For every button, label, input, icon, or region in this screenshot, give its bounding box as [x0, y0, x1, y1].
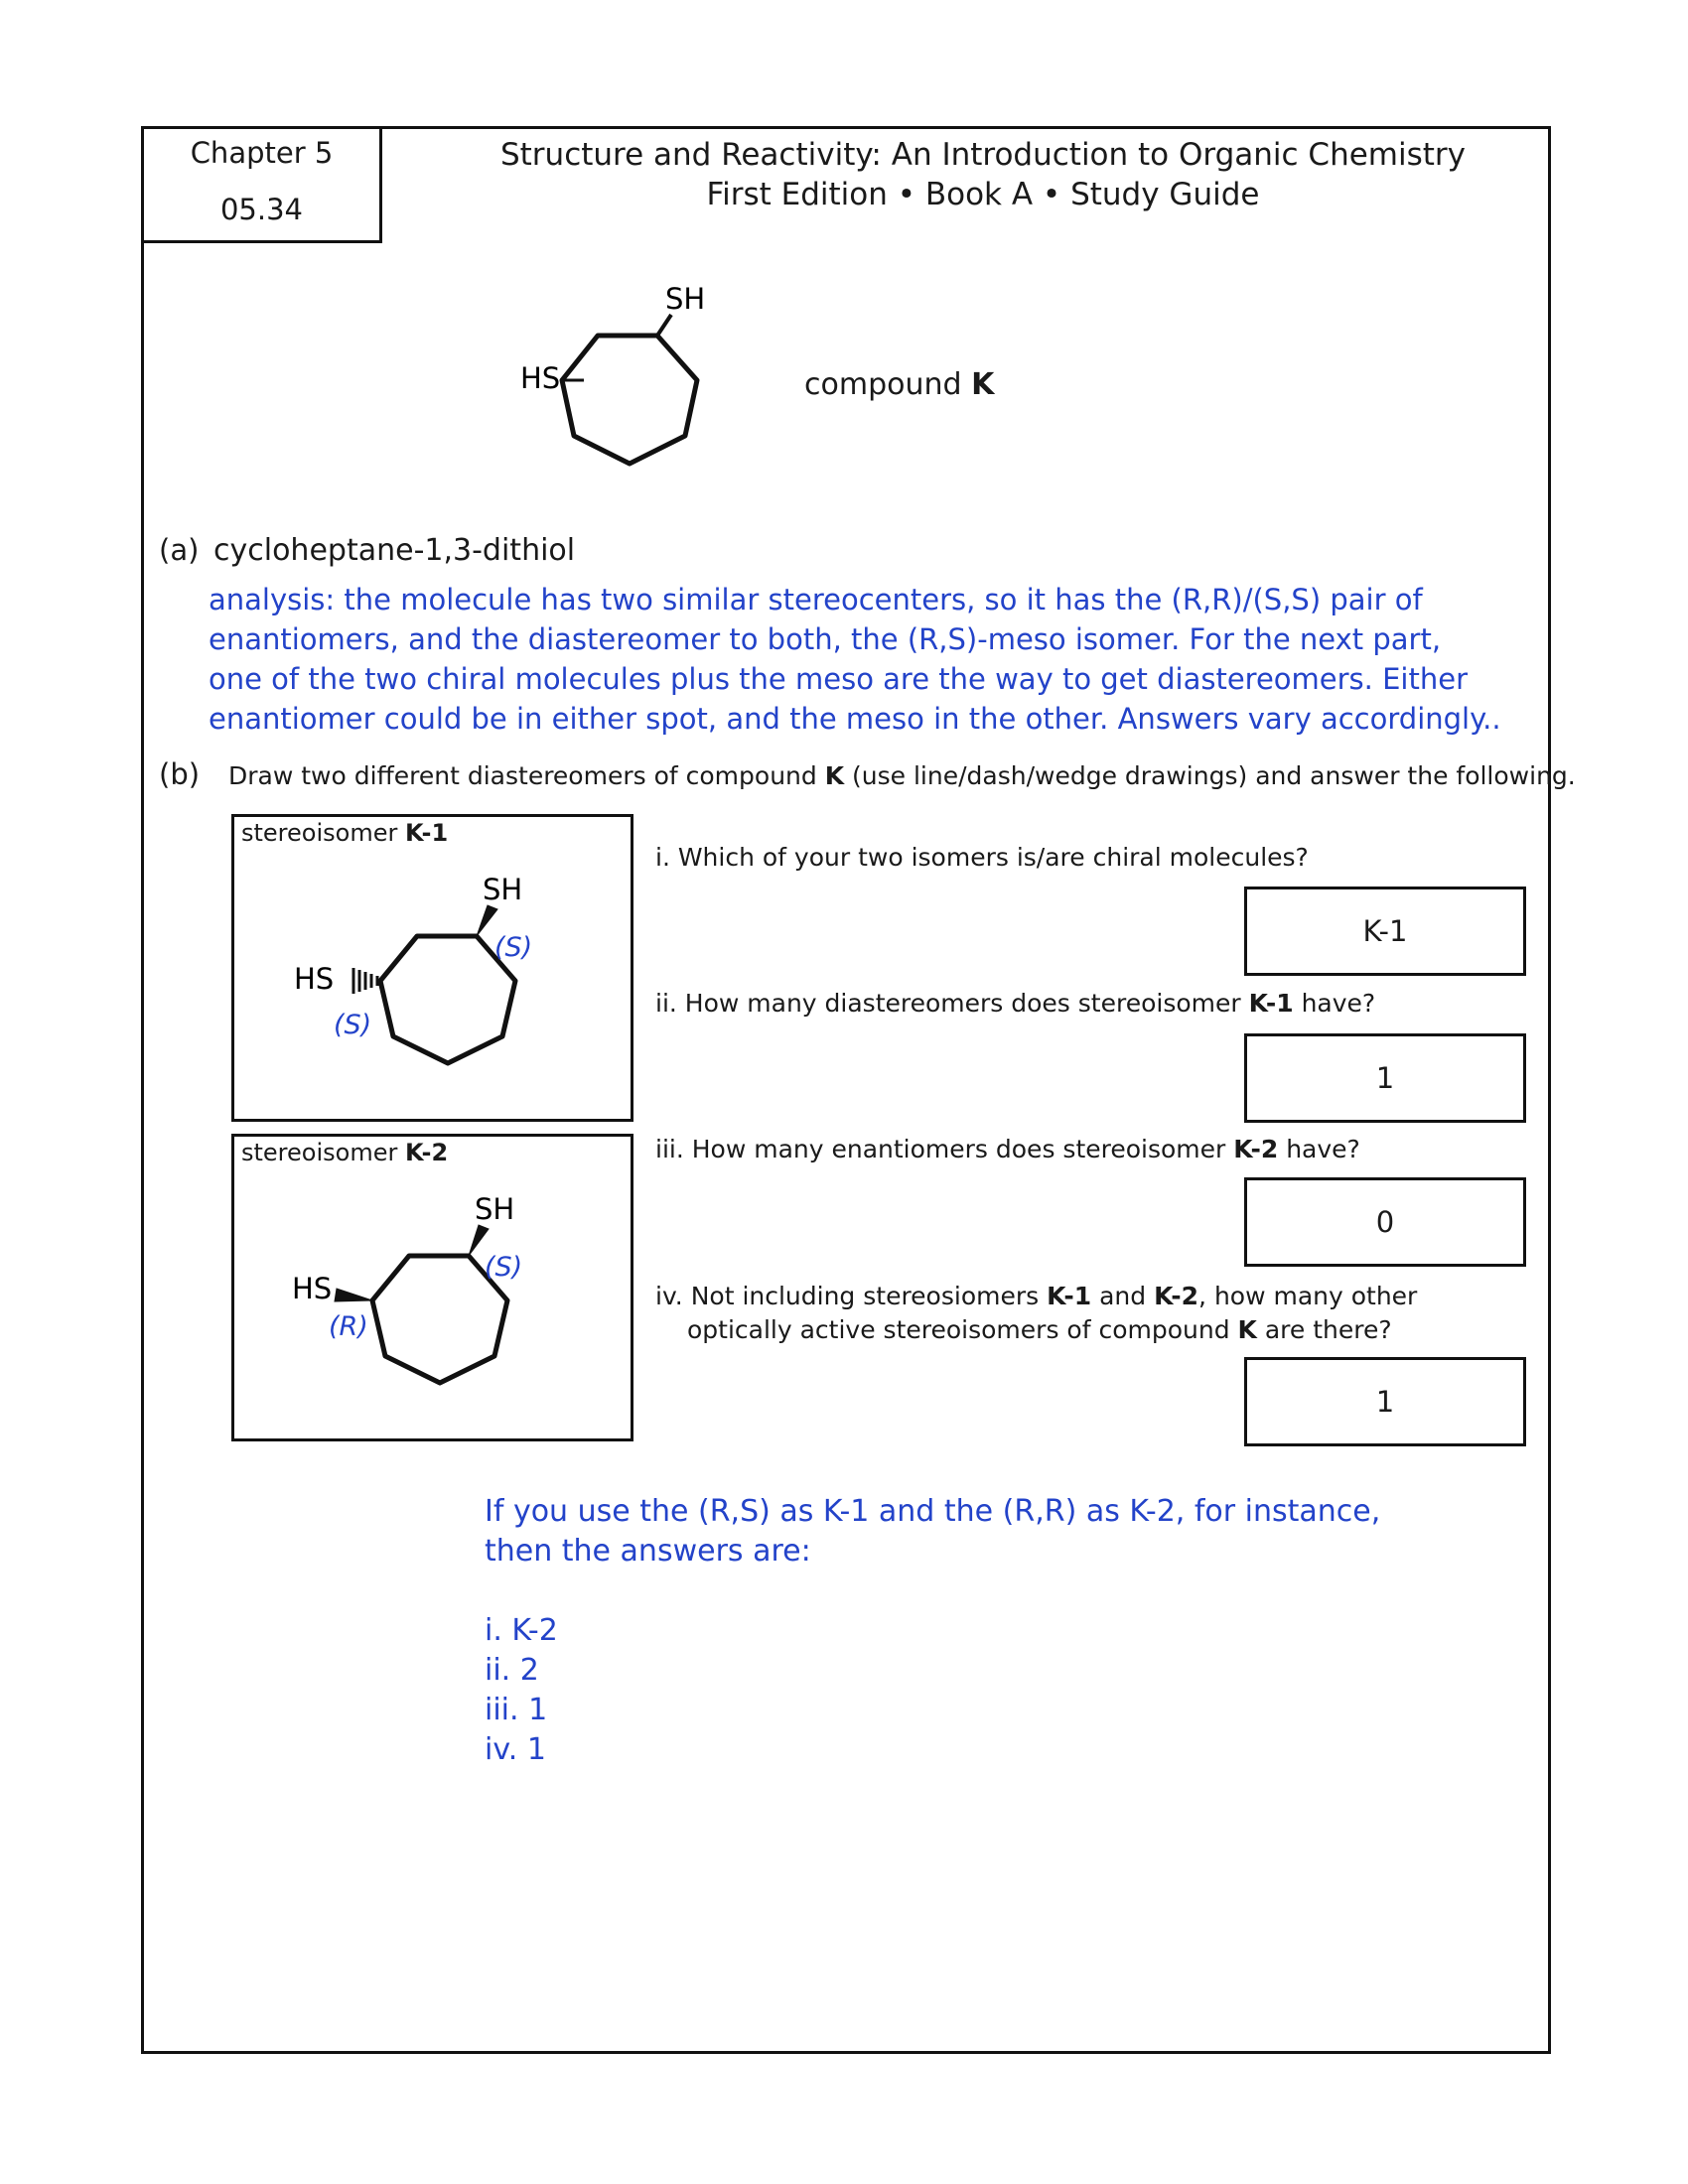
chapter-box: [141, 126, 382, 243]
k1-top-config: (S): [494, 932, 533, 963]
k2-left-config: (R): [329, 1311, 368, 1342]
note-answer-1: i. K-2: [485, 1613, 558, 1648]
question-2-suffix: have?: [1301, 989, 1376, 1018]
question-4-line2-suffix: are there?: [1264, 1314, 1392, 1344]
instructor-note: [485, 1492, 1380, 1770]
note-answer-3: iii. 1: [485, 1693, 548, 1727]
compound-k-structure: [520, 273, 755, 472]
k1-left-hs: HS: [294, 962, 335, 996]
question-2-prefix: ii. How many diastereomers does stereoisomer: [655, 989, 1241, 1018]
k1-top-sh: SH: [483, 873, 523, 906]
analysis-line-2: enantiomers, and the diastereomer to both, the (R,S)-meso isomer. For the next part,: [209, 622, 1442, 656]
question-1: i. Which of your two isomers is/are chiral molecules?: [655, 843, 1309, 872]
answer-box-4: 1: [1244, 1357, 1526, 1446]
question-4-bold1: K-1: [1047, 1282, 1092, 1310]
question-4-part1: iv. Not including stereosiomers: [655, 1282, 1040, 1310]
question-4-part2: and: [1099, 1282, 1147, 1310]
part-b-prompt-suffix: (use line/dash/wedge drawings) and answer the following.: [852, 761, 1576, 790]
note-line-2: then the answers are:: [485, 1534, 811, 1569]
part-a-name: cycloheptane-1,3-dithiol: [213, 533, 576, 568]
analysis-line-4: enantiomer could be in either spot, and the meso in the other. Answers vary accordingly..: [209, 702, 1501, 736]
note-answer-2: ii. 2: [485, 1653, 539, 1688]
isomer-k2-label-prefix: stereoisomer: [241, 1139, 398, 1166]
compound-left-hs: HS: [520, 361, 561, 395]
compound-caption-text: compound: [804, 367, 962, 402]
analysis-line-1: analysis: the molecule has two similar stereocenters, so it has the (R,R)/(S,S) pair of: [209, 583, 1423, 616]
question-4-line2-prefix: optically active stereoisomers of compound: [687, 1314, 1230, 1344]
question-3: [655, 1133, 1360, 1166]
question-4-part3: , how many other: [1198, 1282, 1418, 1310]
part-b-label: (b): [159, 757, 201, 791]
note-answer-4: iv. 1: [485, 1732, 546, 1767]
question-3-prefix: iii. How many enantiomers does stereoisomer: [655, 1135, 1226, 1163]
compound-top-sh: SH: [665, 282, 706, 316]
k2-left-hs: HS: [292, 1272, 333, 1305]
isomer-k1-label-prefix: stereoisomer: [241, 819, 398, 847]
k2-top-sh: SH: [475, 1192, 515, 1226]
answer-box-2: 1: [1244, 1033, 1526, 1123]
question-4-bold2: K-2: [1154, 1282, 1199, 1310]
edition-line: First Edition • Book A • Study Guide: [706, 177, 1260, 212]
isomer-k1-label-bold: K-1: [404, 819, 449, 847]
question-3-bold: K-2: [1233, 1135, 1279, 1163]
book-title: Structure and Reactivity: An Introduction to Organic Chemistry: [499, 137, 1467, 173]
isomer-k2-box: [231, 1134, 633, 1441]
analysis-line-3: one of the two chiral molecules plus the meso are the way to get diastereomers. Either: [209, 662, 1468, 696]
compound-caption-letter: K: [971, 367, 995, 402]
question-2-bold: K-1: [1248, 989, 1294, 1018]
part-a-analysis: [209, 580, 1501, 739]
question-4-line-2: [655, 1313, 1417, 1347]
isomer-k2-label-bold: K-2: [404, 1139, 449, 1166]
question-2: [655, 987, 1375, 1021]
note-line-1: If you use the (R,S) as K-1 and the (R,R) as K-2, for instance,: [485, 1494, 1381, 1529]
chapter-label: Chapter 5: [190, 136, 334, 170]
part-a-label: (a): [159, 533, 200, 567]
part-b-prompt: [228, 761, 1576, 790]
problem-number: 05.34: [219, 193, 304, 226]
question-3-suffix: have?: [1286, 1135, 1360, 1163]
question-4-line-1: [655, 1280, 1417, 1313]
question-4-line2-bold: K: [1237, 1314, 1257, 1344]
compound-caption: [804, 367, 994, 402]
k2-top-config: (S): [485, 1252, 523, 1283]
isomer-k1-structure: [234, 817, 632, 1120]
isomer-k1-box: [231, 814, 633, 1122]
answer-box-3: 0: [1244, 1177, 1526, 1267]
answer-box-1: K-1: [1244, 887, 1526, 976]
k1-left-config: (S): [334, 1010, 372, 1040]
part-b-prompt-prefix: Draw two different diastereomers of compound: [228, 761, 817, 790]
part-b-prompt-bold: K: [824, 761, 845, 790]
question-4: [655, 1280, 1417, 1347]
isomer-k2-structure: [234, 1137, 632, 1439]
